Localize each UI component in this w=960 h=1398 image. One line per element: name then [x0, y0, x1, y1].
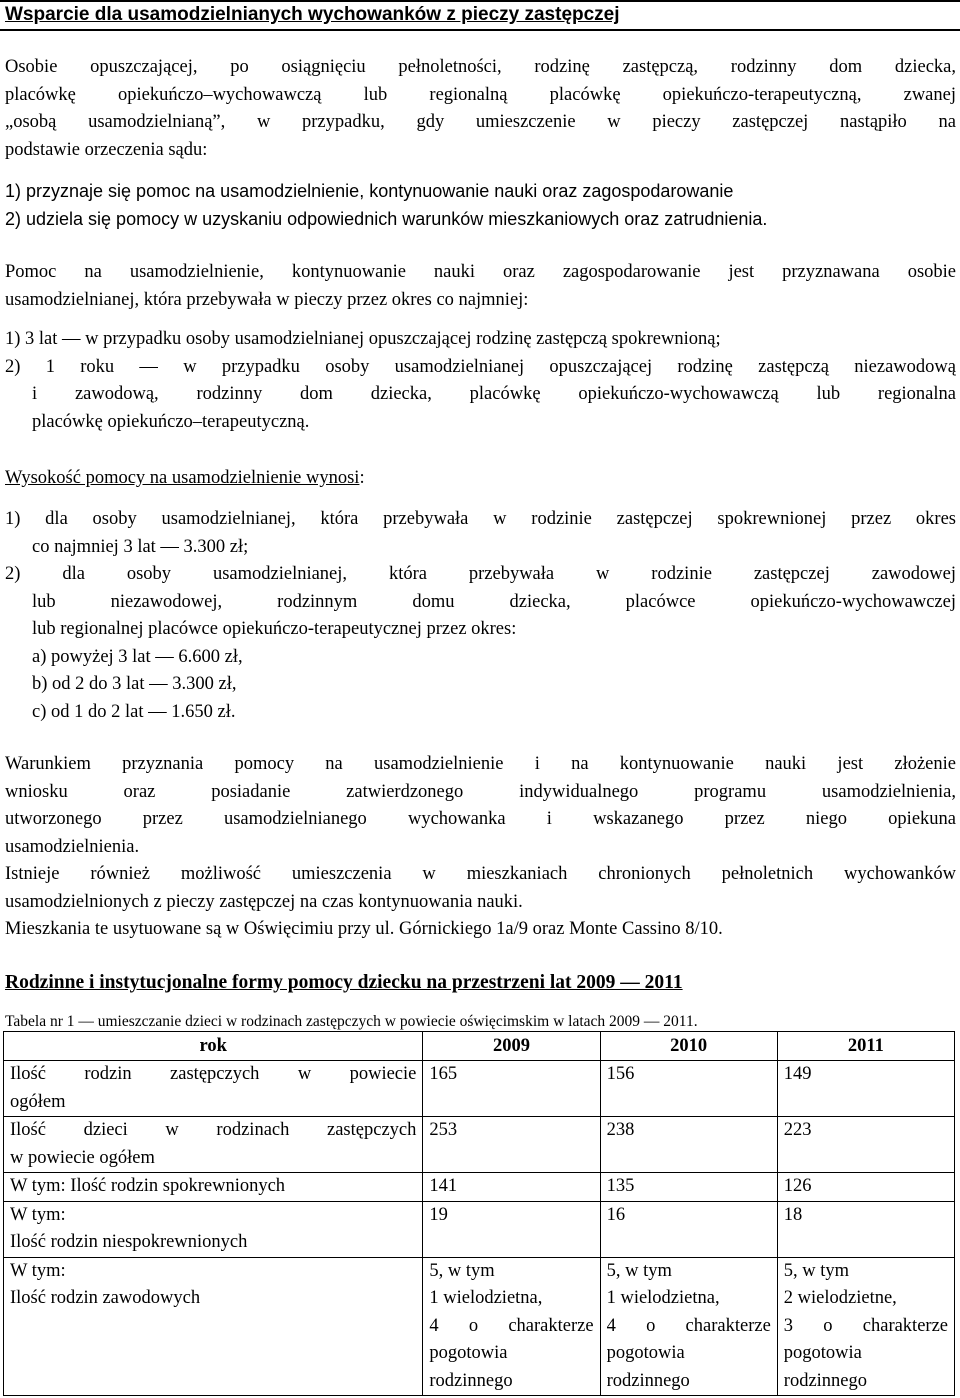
cell-value: 4 o charakterze — [429, 1315, 594, 1336]
cell-value: pogotowia — [783, 1343, 862, 1363]
conditions-line: Istnieje również możliwość umieszczenia w mieszkaniach chronionych pełnoletnich wychowanków — [5, 864, 956, 884]
table-row — [4, 1173, 955, 1202]
value-cell — [777, 1061, 954, 1117]
eligibility-line: Pomoc na usamodzielnienie, kontynuowanie nauki oraz zagospodarowanie jest przyznawana osobie — [5, 262, 956, 282]
cell-value: 1 wielodzietna, — [429, 1288, 543, 1308]
table-caption — [5, 1012, 956, 1032]
intro-line: placówkę opiekuńczo–wychowawczą lub regionalną placówkę opiekuńczo-terapeutyczną, zwanej — [5, 84, 956, 105]
list-item: 2) 1 roku — w przypadku osoby usamodzielnianej opuszczającej rodzinę zastępczą niezawodową — [5, 356, 956, 377]
cell-value: 238 — [606, 1120, 635, 1140]
intro-paragraph — [5, 54, 956, 164]
row-label: Ilość dzieci w rodzinach zastępczych — [10, 1120, 417, 1140]
cell-value: 141 — [429, 1176, 458, 1196]
header-cell: 2010 — [600, 1032, 777, 1061]
conditions-line: wniosku oraz posiadanie zatwierdzonego indywidualnego programu usamodzielnienia, — [5, 781, 956, 802]
conditions-line: usamodzielnionych z pieczy zastępczej na czas kontynuowania nauki. — [5, 891, 523, 912]
cell-value: 223 — [783, 1120, 812, 1140]
value-cell — [423, 1257, 600, 1396]
value-cell — [777, 1117, 954, 1173]
cell-value: 5, w tym — [783, 1260, 850, 1281]
cell-value: 5, w tym — [606, 1260, 672, 1281]
value-cell — [423, 1061, 600, 1117]
value-cell — [600, 1257, 777, 1396]
section-heading — [5, 969, 956, 997]
intro-line: „osobą usamodzielnianą”, w przypadku, gdy umieszczenie w pieczy zastępczej nastąpiło na — [5, 112, 956, 132]
row-label-cell — [4, 1173, 423, 1202]
intro-line: podstawie orzeczenia sądu: — [5, 139, 208, 160]
table-caption-text: Tabela nr 1 — umieszczanie dzieci w rodzinach zastępczych w powiecie oświęcimskim w latach 2009 — 2011. — [5, 1013, 698, 1030]
cell-value: 156 — [606, 1064, 635, 1084]
amount-heading-text: Wysokość pomocy na usamodzielnienie wynosi — [5, 468, 360, 488]
row-label: W tym: — [10, 1204, 66, 1225]
list-item: 2) udziela się pomocy w uzyskaniu odpowiednich warunków mieszkaniowych oraz zatrudnienia. — [5, 209, 768, 229]
cell-value: 19 — [429, 1204, 448, 1225]
value-cell — [600, 1201, 777, 1257]
table-row — [4, 1061, 955, 1117]
cell-value: 165 — [429, 1064, 458, 1084]
cell-value: pogotowia — [429, 1343, 508, 1363]
header-cell: 2011 — [777, 1032, 954, 1061]
cell-value: 4 o charakterze — [606, 1315, 771, 1336]
row-label: W tym: — [10, 1260, 66, 1281]
row-label: w powiecie ogółem — [10, 1147, 155, 1168]
intro-list — [5, 177, 956, 233]
value-cell — [777, 1201, 954, 1257]
cell-value: 1 wielodzietna, — [606, 1288, 720, 1308]
conditions-line: usamodzielnienia. — [5, 836, 140, 857]
value-cell — [777, 1257, 954, 1396]
row-label: Ilość rodzin niespokrewnionych — [10, 1232, 248, 1252]
cell-value: 18 — [783, 1204, 803, 1225]
list-item: 1) przyznaje się pomoc na usamodzielnienie, kontynuowanie nauki oraz zagospodarowanie — [5, 181, 734, 201]
value-cell — [600, 1173, 777, 1202]
list-item-continuation: lub niezawodowej, rodzinnym domu dziecka, placówce opiekuńczo-wychowawczej — [32, 591, 956, 612]
value-cell — [600, 1061, 777, 1117]
list-item-continuation: i zawodową, rodzinny dom dziecka, placówkę opiekuńczo-wychowawczą lub regionalna — [32, 384, 956, 404]
list-item: 1) 3 lat — w przypadku osoby usamodzielnianej opuszczającej rodzinę zastępczą spokrewnioną; — [5, 329, 721, 349]
amount-list — [5, 506, 956, 726]
row-label-cell — [4, 1117, 423, 1173]
header-cell: rok — [4, 1032, 423, 1061]
cell-value: 5, w tym — [429, 1260, 495, 1281]
conditions-line: utworzonego przez usamodzielnianego wychowanka i wskazanego przez niego opiekuna — [5, 809, 956, 829]
cell-value: 126 — [783, 1176, 812, 1196]
row-label: W tym: Ilość rodzin spokrewnionych — [10, 1176, 286, 1196]
section-heading-text: Rodzinne i instytucjonalne formy pomocy dziecku na przestrzeni lat 2009 — 2011 — [5, 972, 683, 993]
table-row — [4, 1201, 955, 1257]
cell-value: 2 wielodzietne, — [783, 1288, 897, 1308]
cell-value: pogotowia — [606, 1343, 685, 1363]
amount-heading-colon: : — [359, 468, 365, 488]
cell-value: 135 — [606, 1176, 635, 1196]
amount-heading — [5, 465, 956, 493]
sub-item: c) od 1 do 2 lat — 1.650 zł. — [32, 701, 236, 722]
list-item-continuation: placówkę opiekuńczo–terapeutyczną. — [32, 411, 310, 432]
header-cell: 2009 — [423, 1032, 600, 1061]
cell-value: rodzinnego — [783, 1370, 868, 1391]
eligibility-paragraph — [5, 259, 956, 314]
list-item-continuation: lub regionalnej placówce opiekuńczo-terapeutycznej przez okres: — [32, 619, 517, 639]
cell-value: 149 — [783, 1064, 812, 1084]
list-item: 2) dla osoby usamodzielnianej, która przebywała w rodzinie zastępczej zawodowej — [5, 564, 956, 584]
page-title: Wsparcie dla usamodzielnianych wychowanków z pieczy zastępczej — [0, 0, 960, 31]
cell-value: 16 — [606, 1204, 626, 1225]
table-row — [4, 1257, 955, 1396]
eligibility-line: usamodzielnianej, która przebywała w pieczy przez okres co najmniej: — [5, 289, 529, 310]
sub-item: a) powyżej 3 lat — 6.600 zł, — [32, 646, 243, 667]
table-row — [4, 1117, 955, 1173]
cell-value: 253 — [429, 1120, 458, 1140]
cell-value: 3 o charakterze — [783, 1315, 948, 1336]
list-item-continuation: co najmniej 3 lat — 3.300 zł; — [32, 536, 249, 557]
cell-value: rodzinnego — [429, 1370, 513, 1391]
conditions-line: Mieszkania te usytuowane są w Oświęcimiu przy ul. Górnickiego 1a/9 oraz Monte Cassino 8/10. — [5, 919, 723, 939]
row-label-cell — [4, 1061, 423, 1117]
conditions-paragraph — [5, 751, 956, 944]
sub-item: b) od 2 do 3 lat — 3.300 zł, — [32, 674, 237, 694]
row-label-cell — [4, 1201, 423, 1257]
eligibility-list — [5, 326, 956, 436]
value-cell — [423, 1173, 600, 1202]
row-label: ogółem — [10, 1091, 66, 1112]
list-item: 1) dla osoby usamodzielnianej, która przebywała w rodzinie zastępczej spokrewnionej przez okres — [5, 509, 956, 529]
value-cell — [423, 1201, 600, 1257]
cell-value: rodzinnego — [606, 1370, 690, 1391]
value-cell — [777, 1173, 954, 1202]
intro-line: Osobie opuszczającej, po osiągnięciu pełnoletności, rodzinę zastępczą, rodzinny dom dziecka, — [5, 57, 956, 77]
row-label-cell — [4, 1257, 423, 1396]
value-cell — [600, 1117, 777, 1173]
value-cell — [423, 1117, 600, 1173]
placement-table — [3, 1031, 955, 1396]
conditions-line: Warunkiem przyznania pomocy na usamodzielnienie i na kontynuowanie nauki jest złożenie — [5, 754, 956, 774]
row-label: Ilość rodzin zastępczych w powiecie — [10, 1064, 417, 1084]
table-header-row — [4, 1032, 955, 1061]
row-label: Ilość rodzin zawodowych — [10, 1288, 201, 1308]
